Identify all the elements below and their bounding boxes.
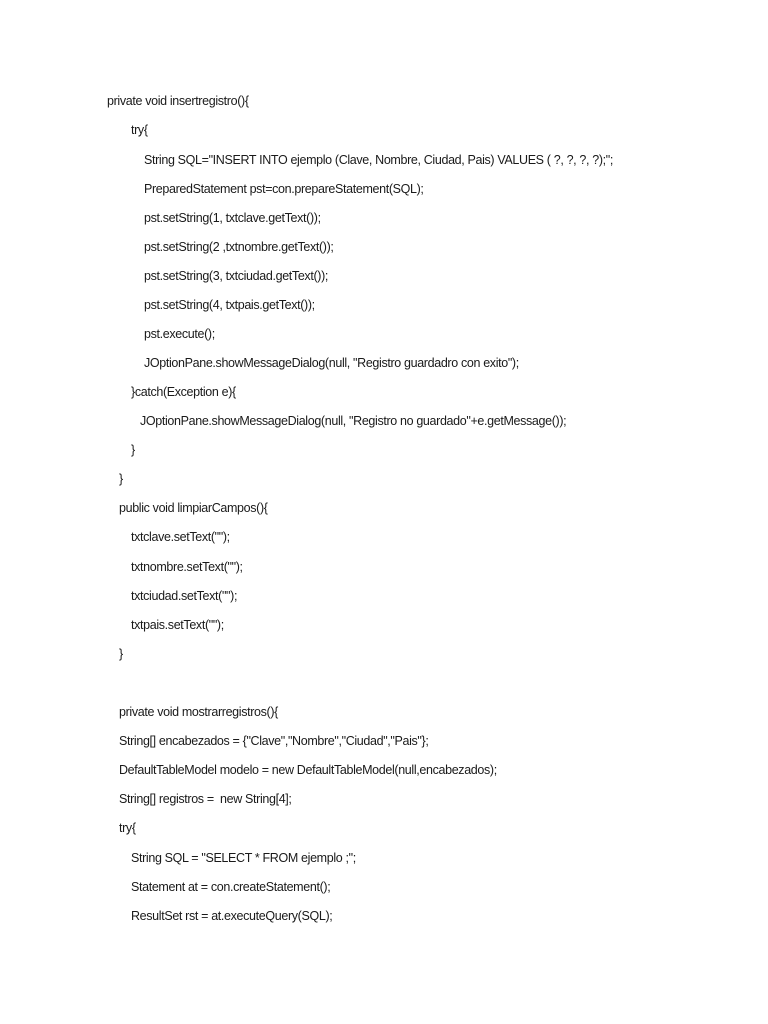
code-line: String SQL="INSERT INTO ejemplo (Clave, Nombre, Ciudad, Pais) VALUES ( ?, ?, ?, ?);"; [144,153,614,167]
code-line: JOptionPane.showMessageDialog(null, "Registro no guardado"+e.getMessage()); [140,414,567,428]
code-line: txtclave.setText(""); [131,530,230,544]
code-line: ResultSet rst = at.executeQuery(SQL); [131,909,333,923]
code-line: JOptionPane.showMessageDialog(null, "Registro guardadro con exito"); [144,356,519,370]
code-line: String SQL = "SELECT * FROM ejemplo ;"; [131,851,356,865]
code-line: public void limpiarCampos(){ [119,501,268,515]
code-line: String[] encabezados = {"Clave","Nombre","Ciudad","Pais"}; [119,734,429,748]
code-line: private void insertregistro(){ [107,94,249,108]
code-line: DefaultTableModel modelo = new DefaultTableModel(null,encabezados); [119,763,497,777]
code-line: private void mostrarregistros(){ [119,705,278,719]
code-line: PreparedStatement pst=con.prepareStatement(SQL); [144,182,424,196]
code-line: Statement at = con.createStatement(); [131,880,331,894]
code-line: pst.setString(4, txtpais.getText()); [144,298,315,312]
code-line: pst.execute(); [144,327,215,341]
code-line: pst.setString(3, txtciudad.getText()); [144,269,329,283]
code-line: } [119,647,123,661]
code-line: pst.setString(1, txtclave.getText()); [144,211,321,225]
code-line: txtpais.setText(""); [131,618,224,632]
code-line: try{ [119,821,136,835]
code-line: txtciudad.setText(""); [131,589,238,603]
code-line: try{ [131,123,148,137]
code-line: txtnombre.setText(""); [131,560,243,574]
code-line: }catch(Exception e){ [131,385,236,399]
code-line: } [119,472,123,486]
code-line: } [131,443,135,457]
code-line: pst.setString(2 ,txtnombre.getText()); [144,240,334,254]
code-line: String[] registros = new String[4]; [119,792,292,806]
